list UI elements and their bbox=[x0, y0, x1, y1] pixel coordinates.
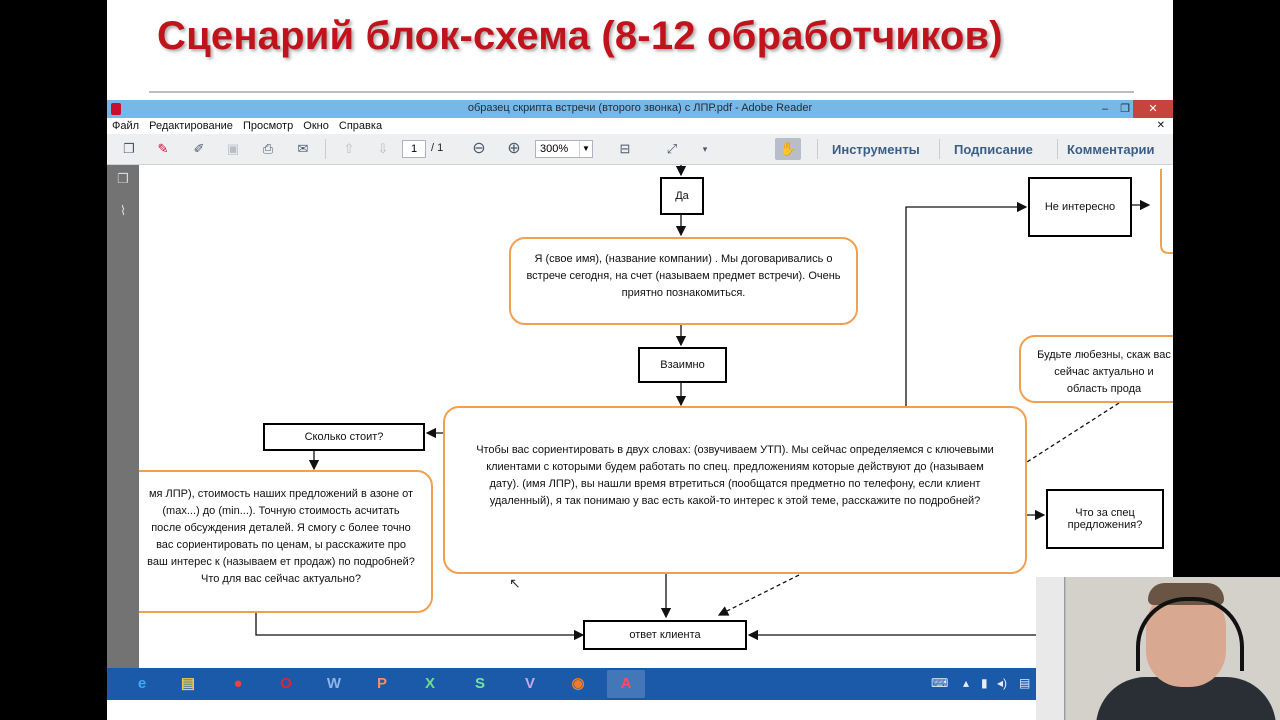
more-tools-chevron-icon[interactable]: ▾ bbox=[702, 144, 708, 154]
adobe-reader-window bbox=[107, 100, 1173, 700]
node-special-offer: Что за спец предложения? bbox=[1046, 489, 1164, 549]
keyboard-icon[interactable]: ⌨ bbox=[931, 676, 949, 690]
create-pdf-icon[interactable]: ✎ bbox=[157, 141, 169, 156]
edit-icon[interactable]: ✐ bbox=[193, 141, 205, 156]
chevron-down-icon[interactable]: ▼ bbox=[579, 141, 592, 157]
language-icon[interactable]: ▤ bbox=[1019, 676, 1031, 690]
menu-edit[interactable]: Редактирование bbox=[149, 120, 233, 132]
node-utp: Чтобы вас сориентировать в двух словах: (озвучиваем УТП). Мы сейчас определяемся с ключевыми клиентами с которыми будем работать по спец. предложениям которые действуют до (называем дату). (имя ЛПР), вы нашли время втретиться (пообщатся предметно по телефону, если клиент удаленный), я так понимаю у вас есть какой-то интерес к этой теме, расскажите по подробней? bbox=[443, 406, 1027, 574]
toolbar bbox=[107, 134, 1173, 165]
webcam-overlay bbox=[1036, 577, 1280, 720]
email-icon[interactable]: ✉ bbox=[297, 141, 309, 156]
slide-title: Сценарий блок-схема (8-12 обработчиков) bbox=[157, 14, 1003, 58]
menu-bar bbox=[107, 118, 1173, 134]
windows-taskbar bbox=[107, 668, 1173, 700]
taskbar-skype-icon[interactable]: S bbox=[474, 675, 485, 692]
page-number-input[interactable]: 1 bbox=[402, 140, 426, 158]
node-intro: Я (свое имя), (название компании) . Мы договаривались о встрече сегодня, на счет (называем предмет встречи). Очень приятно познакомиться. bbox=[509, 237, 858, 325]
node-be-kind: Будьте любезны, скаж вас сейчас актуально и область прода bbox=[1019, 335, 1173, 403]
print-icon[interactable]: ⎙ bbox=[262, 141, 274, 156]
page-total: / 1 bbox=[431, 142, 444, 154]
fullscreen-icon[interactable]: ⤢ bbox=[666, 141, 678, 156]
fit-page-icon[interactable]: ⊟ bbox=[619, 141, 631, 156]
taskbar-word-icon[interactable]: W bbox=[326, 675, 342, 692]
network-icon[interactable]: ▮ bbox=[981, 676, 988, 690]
pages-panel-icon[interactable]: ❐ bbox=[117, 171, 129, 186]
menu-help[interactable]: Справка bbox=[338, 120, 383, 132]
tray-expand-icon[interactable]: ▴ bbox=[963, 676, 970, 690]
next-page-icon[interactable]: ⇩ bbox=[377, 141, 389, 156]
pdf-document-view[interactable] bbox=[139, 165, 1173, 700]
maximize-button[interactable]: ❐ bbox=[1120, 103, 1130, 115]
minimize-button[interactable]: – bbox=[1101, 103, 1109, 115]
prev-page-icon[interactable]: ⇧ bbox=[343, 141, 355, 156]
window-titlebar bbox=[107, 100, 1173, 118]
comment-button[interactable]: Комментарии bbox=[1067, 142, 1155, 157]
node-da: Да bbox=[660, 177, 704, 215]
node-price-answer: мя ЛПР), стоимость наших предложений в азоне от (max...) до (min...). Точную стоимость асчитать после обсуждения деталей. Я смогу с более точно вас сориентировать по ценам, ы расскажите про ваш интерес к (называем ет продаж) по подробней? Что для вас сейчас актуально? bbox=[139, 470, 433, 613]
mouse-cursor-icon: ↖ bbox=[509, 575, 521, 591]
node-not-interested: Не интересно bbox=[1028, 177, 1132, 237]
menu-file[interactable]: Файл bbox=[112, 120, 140, 132]
close-document-icon[interactable]: ✕ bbox=[1156, 120, 1165, 131]
taskbar-viber-icon[interactable]: V bbox=[524, 675, 535, 692]
recorder-side-panel bbox=[1036, 577, 1065, 720]
zoom-value: 300% bbox=[540, 143, 569, 155]
tools-button[interactable]: Инструменты bbox=[832, 142, 920, 157]
taskbar-recorder-icon[interactable]: ◉ bbox=[571, 675, 585, 692]
taskbar-opera-icon[interactable]: O bbox=[280, 675, 292, 692]
slide-divider bbox=[149, 91, 1134, 93]
hand-tool-icon[interactable]: ✋ bbox=[775, 138, 801, 160]
taskbar-ie-icon[interactable]: e bbox=[137, 675, 147, 692]
node-mutual: Взаимно bbox=[638, 347, 727, 383]
zoom-select[interactable] bbox=[535, 140, 593, 158]
node-client-answer: ответ клиента bbox=[583, 620, 747, 650]
save-icon[interactable]: ▣ bbox=[226, 141, 240, 156]
taskbar-chrome-icon[interactable]: ● bbox=[233, 675, 243, 692]
attachments-icon[interactable]: ⌇ bbox=[119, 203, 127, 218]
volume-icon[interactable]: ◂) bbox=[997, 676, 1008, 690]
menu-window[interactable]: Окно bbox=[303, 120, 329, 132]
taskbar-explorer-icon[interactable]: ▤ bbox=[180, 675, 196, 692]
open-file-icon[interactable]: ❐ bbox=[123, 141, 135, 156]
taskbar-excel-icon[interactable]: X bbox=[424, 675, 435, 692]
zoom-out-icon[interactable]: ⊖ bbox=[472, 140, 486, 157]
window-title: образец скрипта встречи (второго звонка) с ЛПР.pdf - Adobe Reader bbox=[467, 102, 813, 114]
sign-button[interactable]: Подписание bbox=[954, 142, 1033, 157]
taskbar-powerpoint-icon[interactable]: P bbox=[376, 675, 387, 692]
close-window-button[interactable]: ✕ bbox=[1133, 100, 1173, 118]
navigation-sidebar bbox=[107, 165, 139, 700]
node-price-question: Сколько стоит? bbox=[263, 423, 425, 451]
taskbar-adobe-reader-icon[interactable]: A bbox=[607, 670, 645, 698]
zoom-in-icon[interactable]: ⊕ bbox=[507, 140, 521, 157]
menu-view[interactable]: Просмотр bbox=[242, 120, 294, 132]
